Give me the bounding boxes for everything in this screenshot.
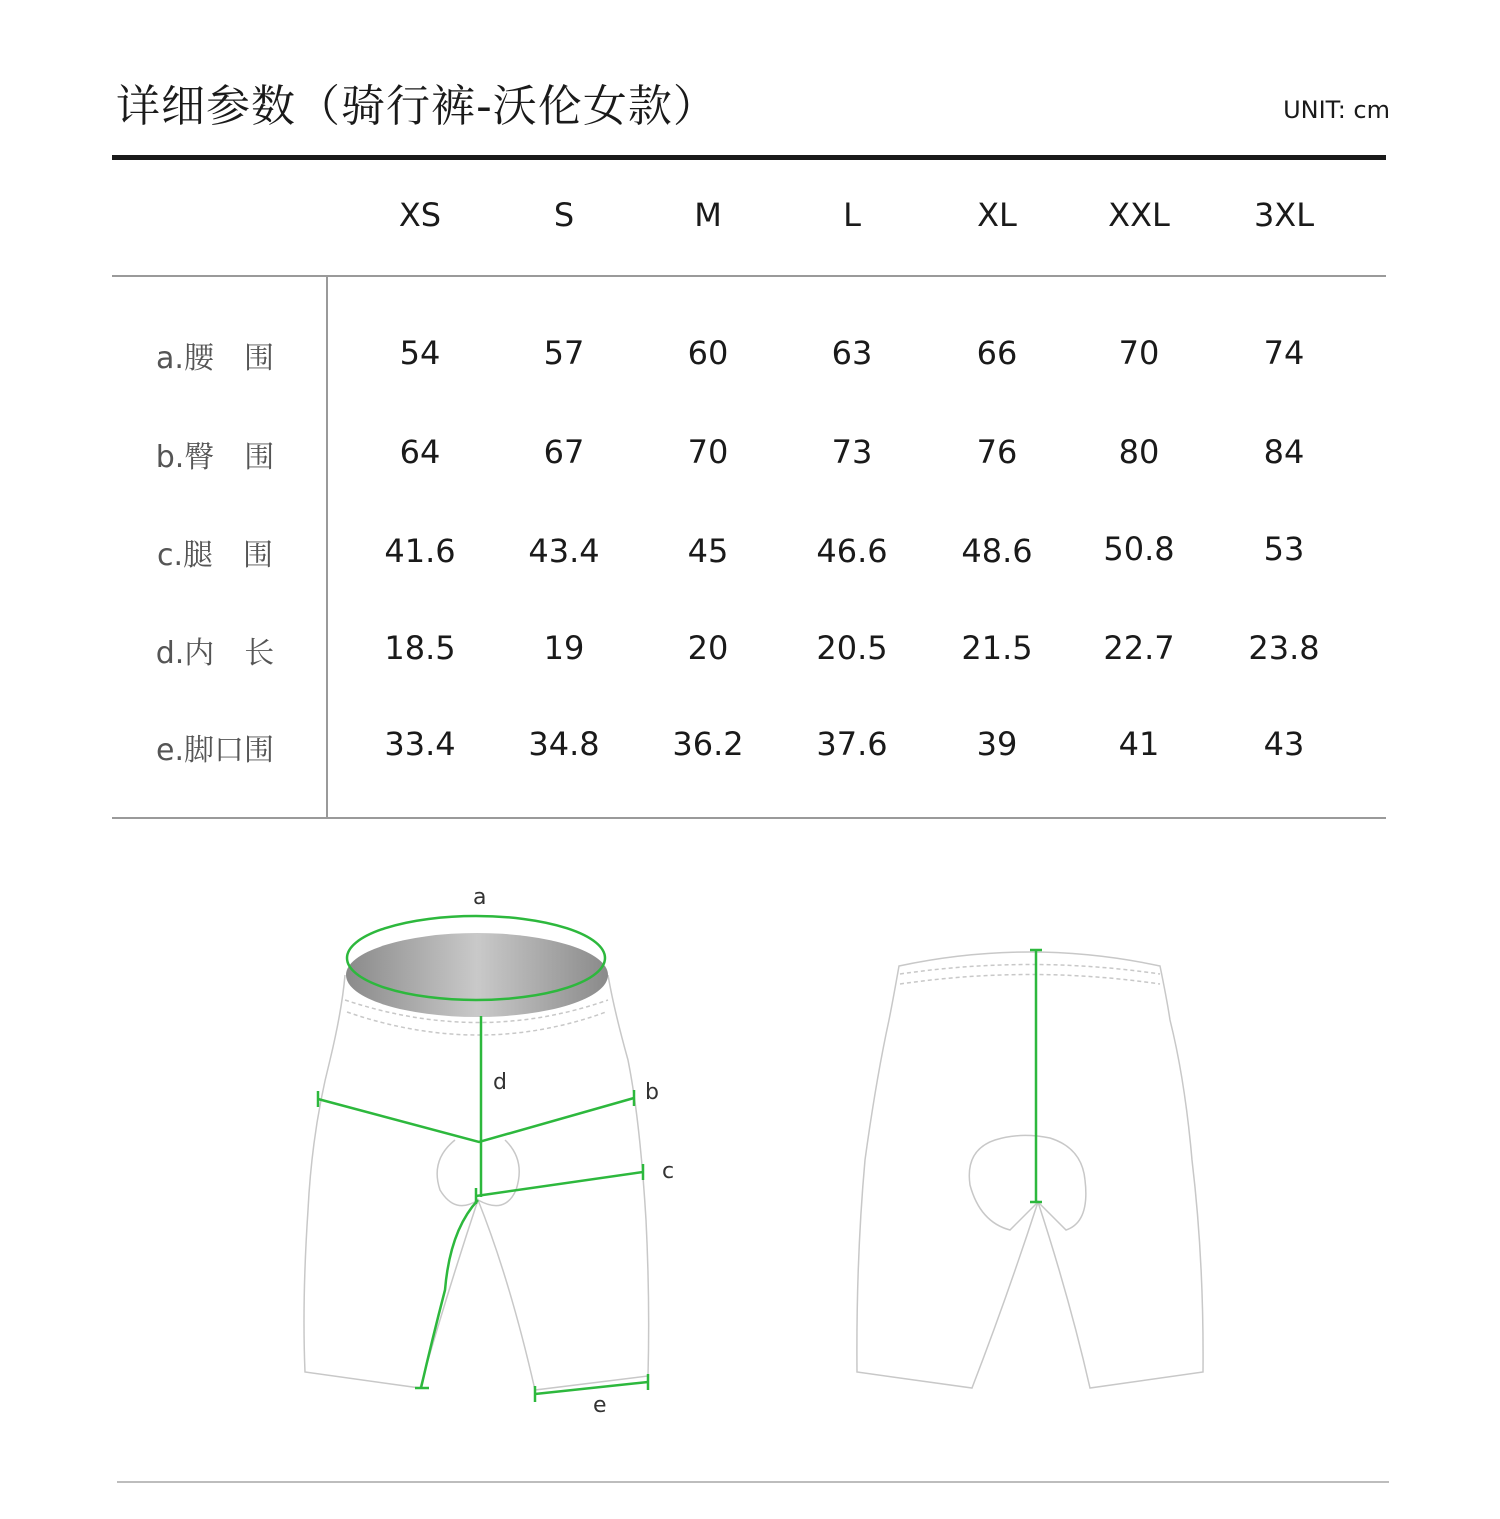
table-cell: 46.6 xyxy=(816,532,888,570)
measurement-diagram xyxy=(0,860,1500,1460)
table-cell: 41 xyxy=(1118,725,1160,763)
row-label-hip: b.臀 围 xyxy=(155,440,275,475)
size-header-xl: XL xyxy=(977,196,1017,234)
table-cell: 22.7 xyxy=(1103,629,1175,667)
table-cell: 60 xyxy=(687,334,729,372)
diagram-label-c: c xyxy=(662,1159,675,1184)
table-cell: 20 xyxy=(687,629,729,667)
table-cell: 37.6 xyxy=(816,725,888,763)
waistband-opening xyxy=(346,933,608,1017)
table-cell: 36.2 xyxy=(672,725,744,763)
table-cell: 43 xyxy=(1263,725,1305,763)
row-label-waist: a.腰 围 xyxy=(156,341,274,376)
table-cell: 34.8 xyxy=(528,725,600,763)
size-header-m: M xyxy=(694,196,722,234)
table-cell: 39 xyxy=(976,725,1018,763)
table-cell: 41.6 xyxy=(384,532,456,570)
table-cell: 21.5 xyxy=(961,629,1033,667)
table-cell: 19 xyxy=(543,629,585,667)
diagram-label-d: d xyxy=(493,1070,507,1095)
front-shorts-outline xyxy=(304,975,649,1390)
back-measure-line xyxy=(1030,950,1042,1202)
table-bottom-divider xyxy=(112,817,1386,819)
table-cell: 70 xyxy=(687,433,729,471)
table-cell: 54 xyxy=(399,334,441,372)
footer-divider xyxy=(117,1481,1389,1483)
table-cell: 67 xyxy=(543,433,585,471)
table-cell: 23.8 xyxy=(1248,629,1320,667)
row-label-inseam: d.内 长 xyxy=(155,636,275,671)
row-label-leg-opening: e.脚口围 xyxy=(156,733,274,768)
table-cell: 64 xyxy=(399,433,441,471)
unit-label: UNIT: cm xyxy=(1283,96,1390,124)
size-header-xxl: XXL xyxy=(1108,196,1170,234)
measure-b-line xyxy=(318,1090,634,1142)
table-header-divider xyxy=(112,275,1386,277)
diagram-label-a: a xyxy=(473,885,487,910)
table-cell: 76 xyxy=(976,433,1018,471)
table-cell: 63 xyxy=(831,334,873,372)
measure-c-line xyxy=(476,1164,643,1204)
table-cell: 70 xyxy=(1118,334,1160,372)
header-divider xyxy=(112,155,1386,160)
table-cell: 50.8 xyxy=(1103,530,1175,568)
back-shorts-outline xyxy=(857,952,1203,1388)
label-column-divider xyxy=(326,277,328,818)
table-cell: 18.5 xyxy=(384,629,456,667)
table-cell: 66 xyxy=(976,334,1018,372)
table-cell: 57 xyxy=(543,334,585,372)
table-cell: 20.5 xyxy=(816,629,888,667)
table-cell: 43.4 xyxy=(528,532,600,570)
table-cell: 48.6 xyxy=(961,532,1033,570)
table-cell: 33.4 xyxy=(384,725,456,763)
size-header-s: S xyxy=(553,196,575,234)
diagram-label-b: b xyxy=(645,1080,659,1105)
table-cell: 53 xyxy=(1263,530,1305,568)
diagram-label-e: e xyxy=(593,1393,607,1418)
size-header-3xl: 3XL xyxy=(1253,196,1315,234)
size-header-xs: XS xyxy=(398,196,442,234)
table-cell: 80 xyxy=(1118,433,1160,471)
table-cell: 84 xyxy=(1263,433,1305,471)
table-cell: 73 xyxy=(831,433,873,471)
size-header-l: L xyxy=(843,196,861,234)
table-cell: 74 xyxy=(1263,334,1305,372)
row-label-thigh: c.腿 围 xyxy=(156,538,274,573)
page-title: 详细参数（骑行裤-沃伦女款） xyxy=(116,81,718,132)
table-cell: 45 xyxy=(687,532,729,570)
